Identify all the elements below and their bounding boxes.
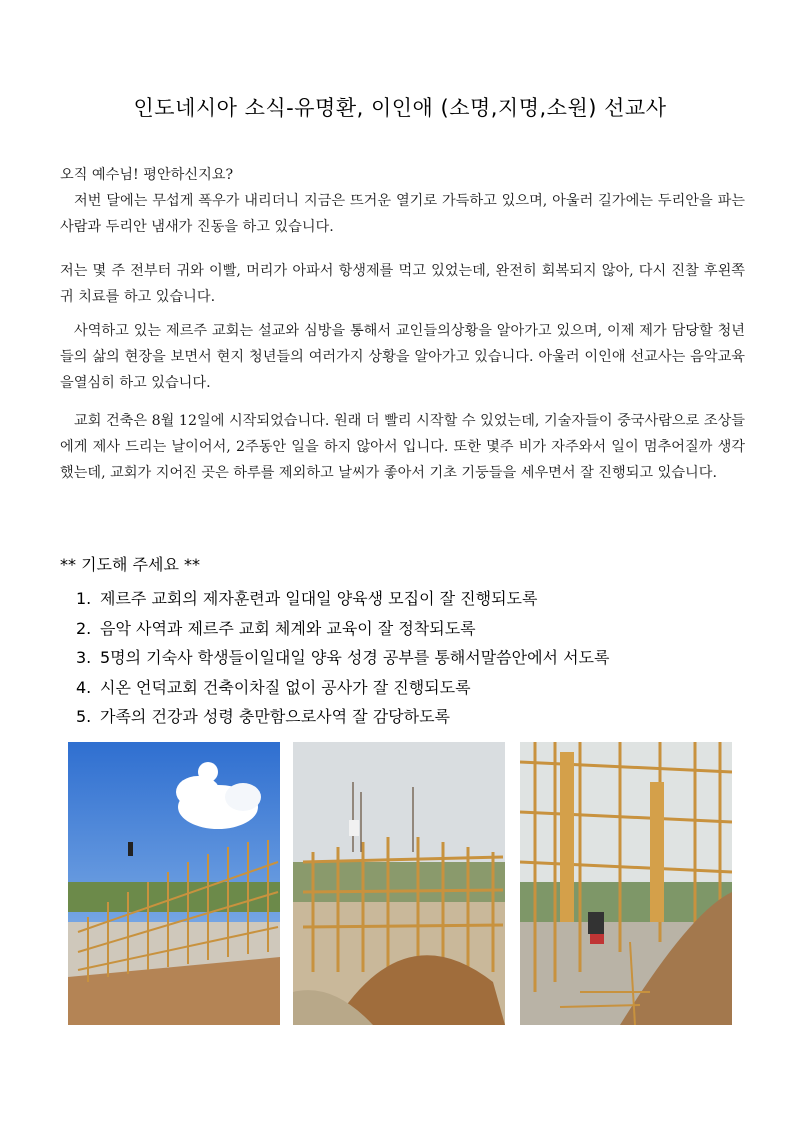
prayer-item-number: 5. (76, 707, 92, 726)
prayer-list (76, 584, 756, 732)
greeting: 오직 예수님! 평안하신지요? (60, 167, 234, 183)
construction-photo-3 (520, 742, 732, 1025)
prayer-item-text: 가족의 건강과 성령 충만함으로사역 잘 감당하도록 (100, 707, 451, 726)
paragraph-weather: 저번 달에는 무섭게 폭우가 내리더니 지금은 뜨거운 열기로 가득하고 있으며, 아울러 길가에는 두리안을 파는 사람과 두리안 냄새가 진동을 하고 있습니다. (60, 193, 745, 235)
prayer-item (76, 614, 756, 644)
construction-photo-1 (68, 742, 280, 1025)
prayer-item-number: 1. (76, 589, 92, 608)
prayer-item-text: 시온 언덕교회 건축이차질 없이 공사가 잘 진행되도록 (100, 677, 471, 697)
page-title: 인도네시아 소식-유명환, 이인애 (소명,지명,소원) 선교사 (133, 96, 667, 120)
prayer-item-text: 음악 사역과 제르주 교회 체계와 교육이 잘 정착되도록 (100, 618, 476, 638)
prayer-item (76, 584, 756, 614)
prayer-heading: ** 기도해 주세요 ** (60, 555, 200, 574)
prayer-item-text: 제르주 교회의 제자훈련과 일대일 양육생 모집이 잘 진행되도록 (100, 589, 538, 608)
prayer-item (76, 673, 756, 703)
prayer-item-number: 4. (76, 677, 92, 697)
prayer-item-number: 3. (76, 648, 92, 667)
prayer-item (76, 643, 756, 673)
prayer-item-text: 5명의 기숙사 학생들이일대일 양육 성경 공부를 통해서말씀안에서 서도록 (100, 648, 610, 667)
paragraph-construction: 교회 건축은 8월 12일에 시작되었습니다. 원래 더 빨리 시작할 수 있었는데, 기술자들이 중국사람으로 조상들에게 제사 드리는 날이어서, 2주동안 일을 하지 않아서 입니다. 또한 몇주 비가 자주와서 일이 멈추어질까 생각했는데, 교회가 지어진 곳은 하루를 제외하고 날씨가 좋아서 기초 기둥들을 세우면서 잘 진행되고 있습니다. (60, 413, 745, 481)
paragraph-ministry: 사역하고 있는 제르주 교회는 설교와 심방을 통해서 교인들의상황을 알아가고 있으며, 이제 제가 담당할 청년들의 삶의 현장을 보면서 현지 청년들의 여러가지 상황을 알아가고 있습니다. 아울러 이인애 선교사는 음악교육을열심히 하고 있습니다. (60, 323, 745, 391)
prayer-item (76, 702, 756, 732)
construction-photo-2 (293, 742, 505, 1025)
prayer-item-number: 2. (76, 618, 92, 638)
paragraph-health: 저는 몇 주 전부터 귀와 이빨, 머리가 아파서 항생제를 먹고 있었는데, 완전히 회복되지 않아, 다시 진찰 후왼쪽 귀 치료를 하고 있습니다. (60, 263, 745, 305)
